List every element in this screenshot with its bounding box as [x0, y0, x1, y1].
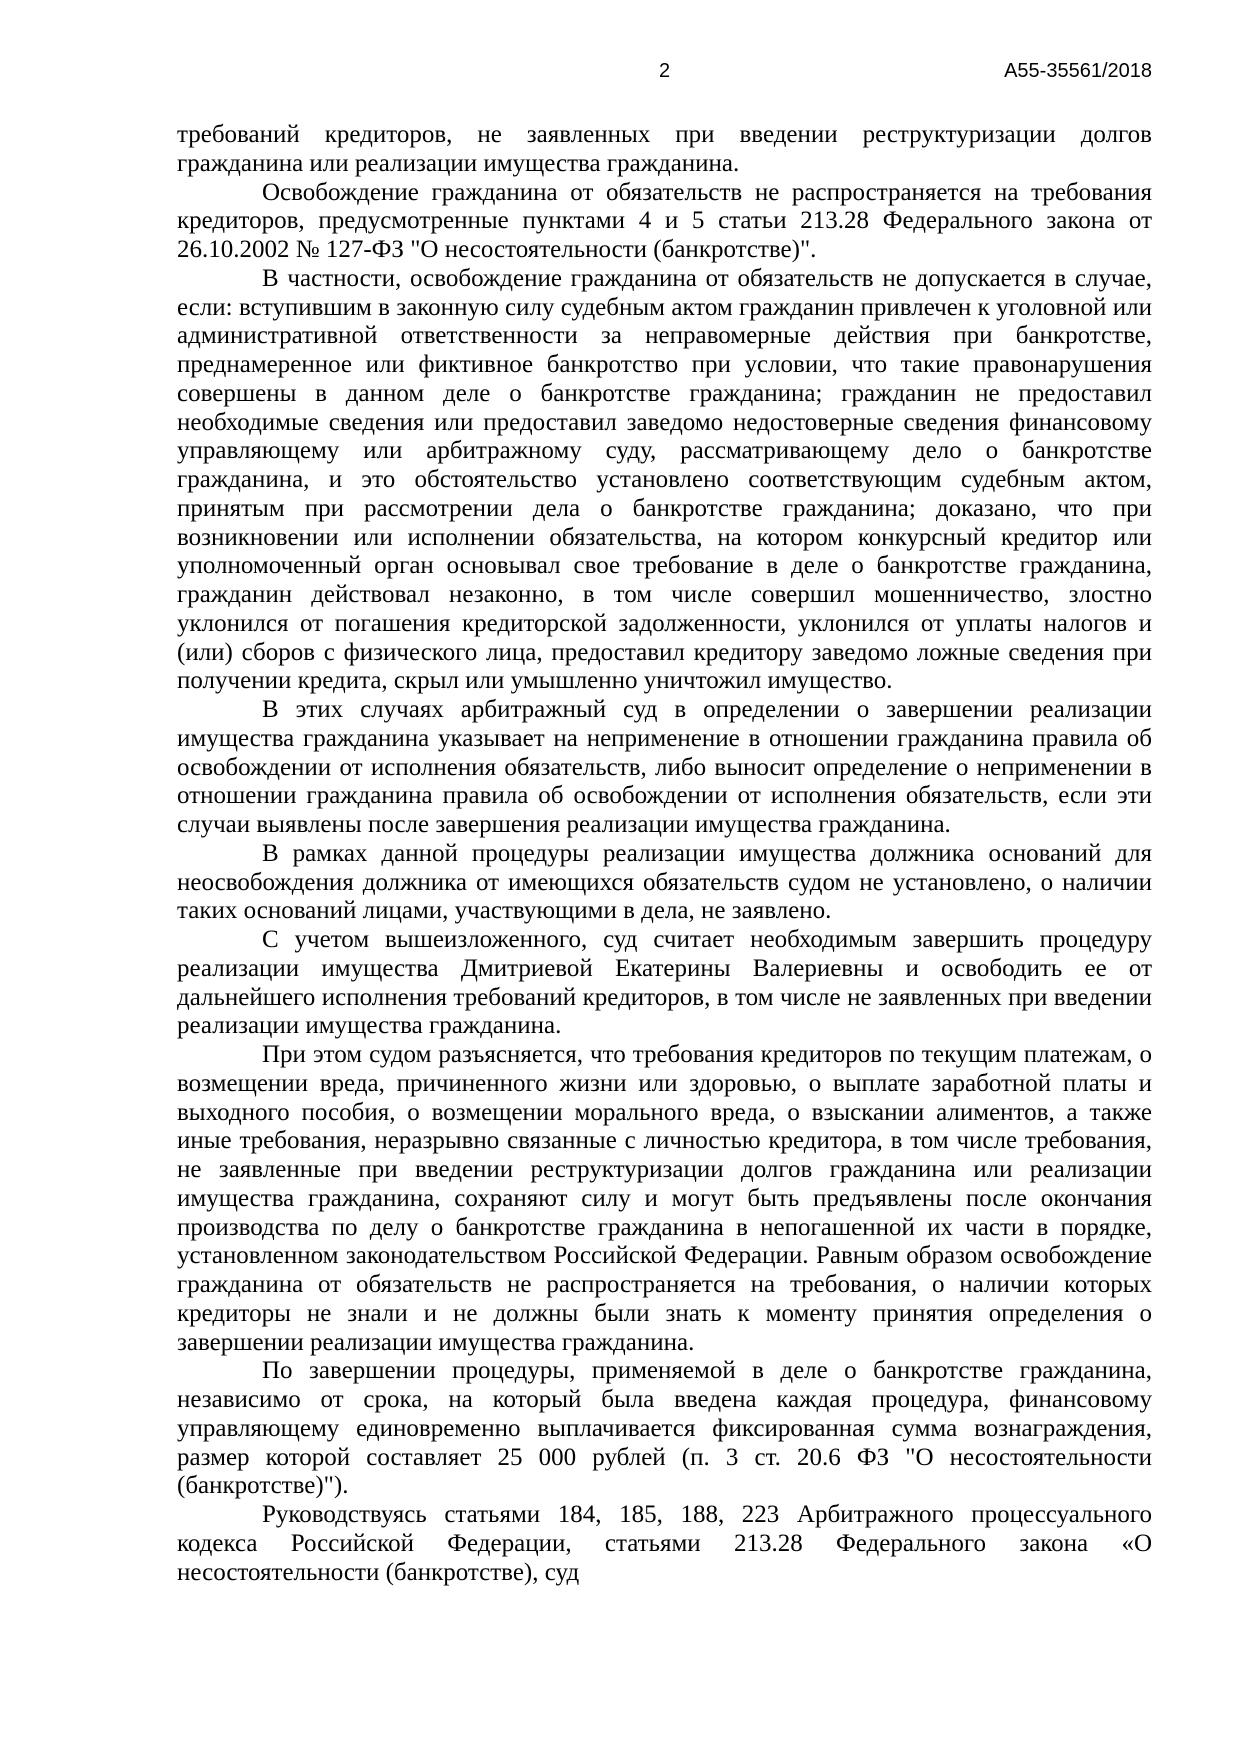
- paragraph: В рамках данной процедуры реализации имущества должника оснований для неосвобождения должника от имеющихся обязательств судом не установлено, о наличии таких оснований лицами, участвующими в дела, не заявлено.: [177, 839, 1152, 925]
- case-number: А55-35561/2018: [1004, 60, 1152, 82]
- paragraph: При этом судом разъясняется, что требования кредиторов по текущим платежам, о возмещении вреда, причиненного жизни или здоровью, о выплате заработной платы и выходного пособия, о возмещении морального вреда, о взыскании алиментов, а также иные требования, неразрывно связанные с личностью кредитора, в том числе требования, не заявленные при введении реструктуризации долгов гражданина или реализации имущества гражданина, сохраняют силу и могут быть предъявлены после окончания производства по делу о банкротстве гражданина в непогашенной их части в порядке, установленном законодательством Российской Федерации. Равным образом освобождение гражданина от обязательств не распространяется на требования, о наличии которых кредиторы не знали и не должны были знать к моменту принятия определения о завершении реализации имущества гражданина.: [177, 1041, 1152, 1356]
- paragraph: Освобождение гражданина от обязательств не распространяется на требования кредиторов, предусмотренные пунктами 4 и 5 статьи 213.28 Федерального закона от 26.10.2002 № 127-ФЗ "О несостоятельности (банкротстве)".: [177, 178, 1152, 263]
- paragraph: С учетом вышеизложенного, суд считает необходимым завершить процедуру реализации имущества Дмитриевой Екатерины Валериевны и освободить ее от дальнейшего исполнения требований кредиторов, в том числе не заявленных при введении реализации имущества гражданина.: [177, 926, 1152, 1040]
- paragraph: В частности, освобождение гражданина от обязательств не допускается в случае, если: вступившим в законную силу судебным актом гражданин привлечен к уголовной или административной ответственности за неправомерные действия при банкротстве, преднамеренное или фиктивное банкротство при условии, что такие правонарушения совершены в данном деле о банкротстве гражданина; гражданин не предоставил необходимые сведения или предоставил заведомо недостоверные сведения финансовому управляющему или арбитражному суду, рассматривающему дело о банкротстве гражданина, и это обстоятельство установлено соответствующим судебным актом, принятым при рассмотрении дела о банкротстве гражданина; доказано, что при возникновении или исполнении обязательства, на котором конкурсный кредитор или уполномоченный орган основывал свое требование в деле о банкротстве гражданина, гражданин действовал незаконно, в том числе совершил мошенничество, злостно уклонился от погашения кредиторской задолженности, уклонился от уплаты налогов и (или) сборов с физического лица, предоставил кредитору заведомо ложные сведения при получении кредита, скрыл или умышленно уничтожил имущество.: [177, 264, 1152, 695]
- page-header: [177, 58, 1152, 84]
- document-body: [177, 121, 1152, 1587]
- paragraph: По завершении процедуры, применяемой в деле о банкротстве гражданина, независимо от срока, на который была введена каждая процедура, финансовому управляющему единовременно выплачивается фиксированная сумма вознаграждения, размер которой составляет 25 000 рублей (п. 3 ст. 20.6 ФЗ "О несостоятельности (банкротстве)").: [177, 1357, 1152, 1500]
- page-number: 2: [658, 60, 671, 82]
- paragraph: Руководствуясь статьями 184, 185, 188, 223 Арбитражного процессуального кодекса Российской Федерации, статьями 213.28 Федерального закона «О несостоятельности (банкротстве), суд: [177, 1501, 1152, 1586]
- paragraph: требований кредиторов, не заявленных при введении реструктуризации долгов гражданина или реализации имущества гражданина.: [177, 121, 1152, 177]
- paragraph: В этих случаях арбитражный суд в определении о завершении реализации имущества гражданина указывает на неприменение в отношении гражданина правила об освобождении от исполнения обязательств, либо выносит определение о неприменении в отношении гражданина правила об освобождении от исполнения обязательств, если эти случаи выявлены после завершения реализации имущества гражданина.: [177, 696, 1152, 838]
